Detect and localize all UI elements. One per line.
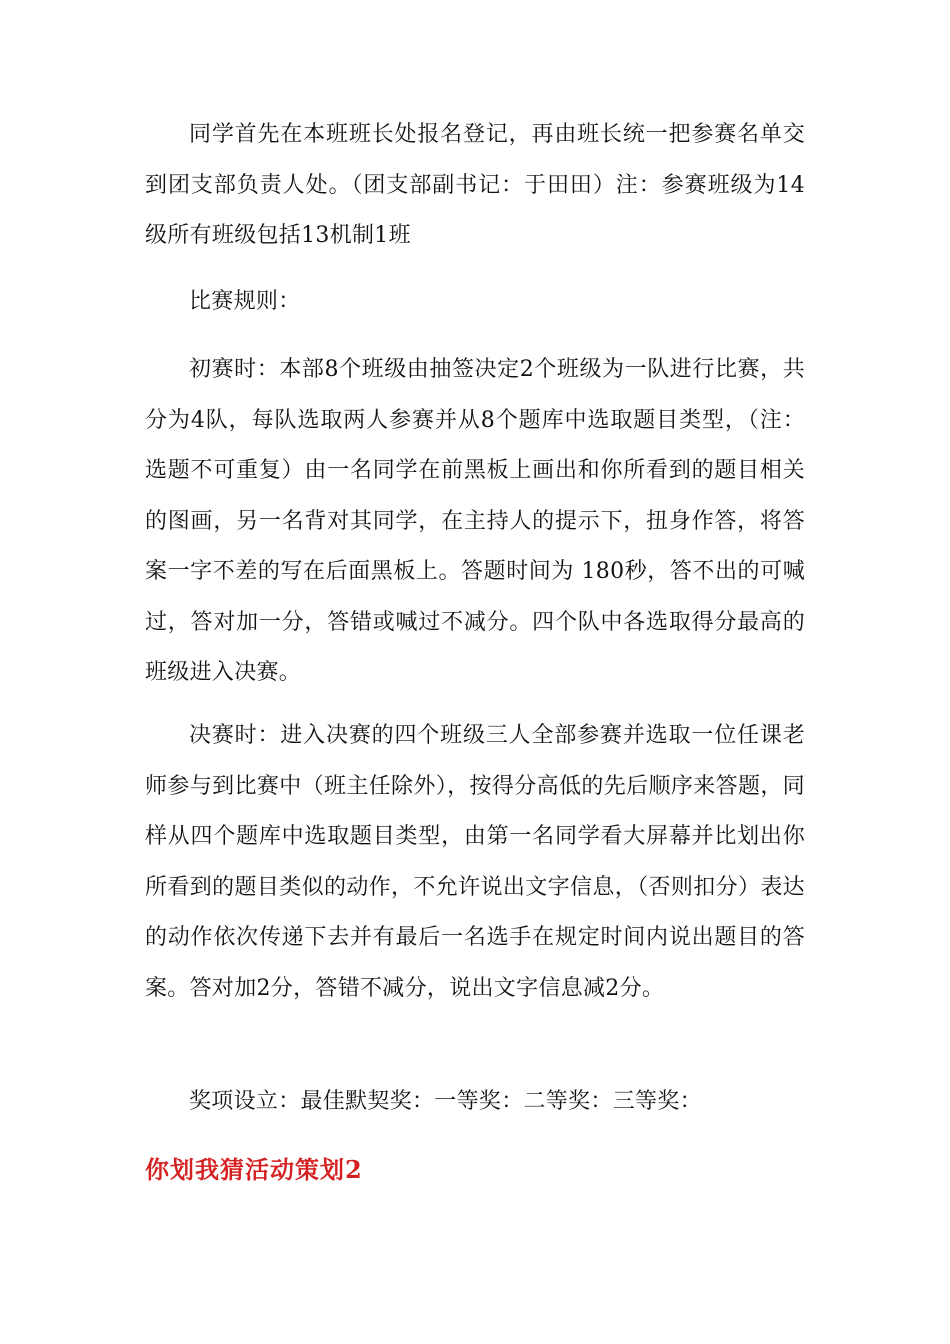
paragraph-awards: 奖项设立：最佳默契奖：一等奖：二等奖：三等奖： xyxy=(189,1089,702,1114)
section-heading: 你划我猜活动策划2 xyxy=(145,1155,363,1184)
paragraph-final-round: 决赛时：进入决赛的四个班级三人全部参赛并选取一位任课老师参与到比赛中（班主任除外），按得分高低的先后顺序来答题，同样从四个题库中选取题目类型，由第一名同学看大屏幕并比划出你所看到的题目类似的动作，不允许说出文字信息，（否则扣分）表达的动作依次传递下去并有最后一名选手在规定时间内说出题目的答案。答对加2分，答错不减分，说出文字信息减2分。 xyxy=(145,723,805,1001)
paragraph-rules-title: 比赛规则： xyxy=(189,289,301,314)
paragraph-preliminary-round: 初赛时：本部8个班级由抽签决定2个班级为一队进行比赛，共分为4队，每队选取两人参赛并从8个题库中选取题目类型，（注：选题不可重复）由一名同学在前黑板上画出和你所看到的题目相关的图画，另一名背对其同学，在主持人的提示下，扭身作答，将答案一字不差的写在后面黑板上。答题时间为 180秒，答不出的可喊过，答对加一分，答错或喊过不减分。四个队中各选取得分最高的班级进入决赛。 xyxy=(145,357,805,685)
paragraph-registration: 同学首先在本班班长处报名登记，再由班长统一把参赛名单交到团支部负责人处。（团支部副书记：于田田）注：参赛班级为14级所有班级包括13机制1班 xyxy=(145,122,805,248)
